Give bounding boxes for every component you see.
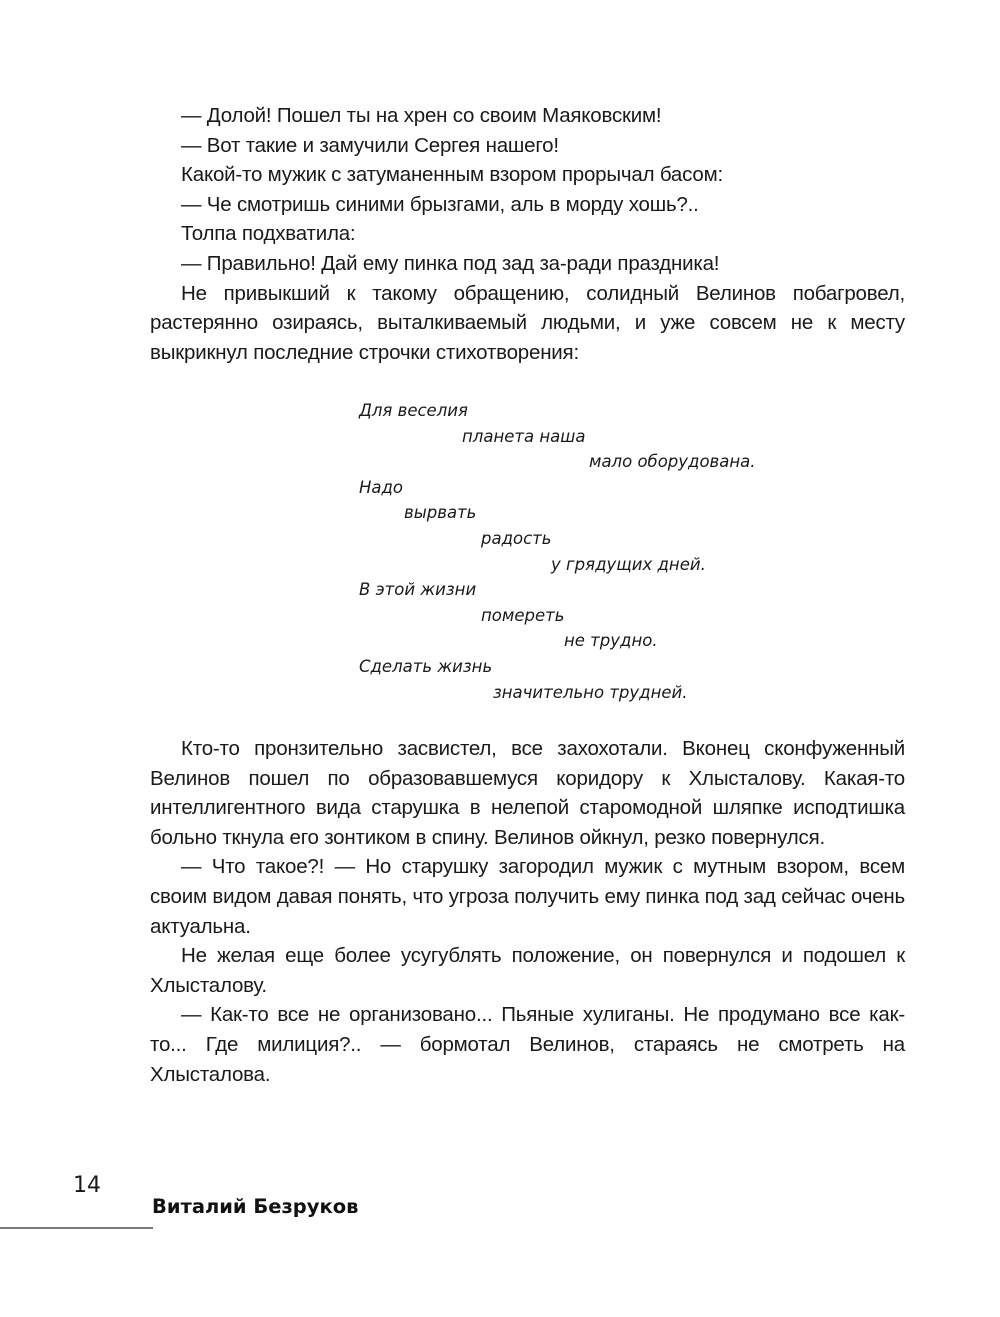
paragraph: Какой-то мужик с затуманенным взором прорычал басом: <box>181 163 723 187</box>
poem-line: у грядущих дней. <box>551 554 706 574</box>
poem-line: Для веселия <box>359 401 468 420</box>
page-number: 14 <box>73 1173 101 1198</box>
paragraph: Не привыкший к такому обращению, солидный Велинов побагровел, растерянно озираясь, выталкиваемый людьми, и уже совсем не к месту выкрикнул последние строчки стихотворения: <box>150 281 905 364</box>
poem-line: Сделать жизнь <box>359 656 493 676</box>
footer-rule <box>0 1227 153 1229</box>
paragraph: — Правильно! Дай ему пинка под зад за-ради праздника! <box>181 251 720 275</box>
paragraph: Не желая еще более усугублять положение, он повернулся и подошел к Хлысталову. <box>150 944 905 997</box>
poem-line: помереть <box>481 605 565 625</box>
paragraph: Толпа подхватила: <box>181 222 356 246</box>
poem-line: мало оборудована. <box>589 452 756 472</box>
poem-line: Надо <box>359 477 404 497</box>
paragraph: — Че смотришь синими брызгами, аль в морду хошь?.. <box>181 192 699 216</box>
paragraph: Кто-то пронзительно засвистел, все захохотали. Вконец сконфуженный Велинов пошел по образовавшемуся коридору к Хлысталову. Какая-то интеллигентного вида старушка в нелепой старомодной шляпке исподтишка больно ткнула его зонтиком в спину. Велинов ойкнул, резко повернулся. <box>150 737 905 849</box>
poem-line: не трудно. <box>564 631 658 651</box>
poem-line: вырвать <box>404 503 477 523</box>
poem-line: радость <box>481 528 552 548</box>
running-footer-author: Виталий Безруков <box>152 1195 359 1218</box>
poem-line: значительно трудней. <box>493 682 688 702</box>
text-block-before-poem <box>150 101 905 367</box>
text-block-after-poem <box>150 734 905 1089</box>
poem-line: планета наша <box>462 426 586 446</box>
poem-line: В этой жизни <box>359 580 477 600</box>
paragraph: — Вот такие и замучили Сергея нашего! <box>181 133 559 157</box>
poem-quote <box>359 398 839 705</box>
paragraph: — Как-то все не организовано... Пьяные хулиганы. Не продумано все как-то... Где милиция?.. — бормотал Велинов, стараясь не смотреть на Хлысталова. <box>150 1003 905 1086</box>
paragraph: — Что такое?! — Но старушку загородил мужик с мутным взором, всем своим видом давая понять, что угроза получить ему пинка под зад сейчас очень актуальна. <box>150 855 905 938</box>
paragraph: — Долой! Пошел ты на хрен со своим Маяковским! <box>181 104 662 127</box>
